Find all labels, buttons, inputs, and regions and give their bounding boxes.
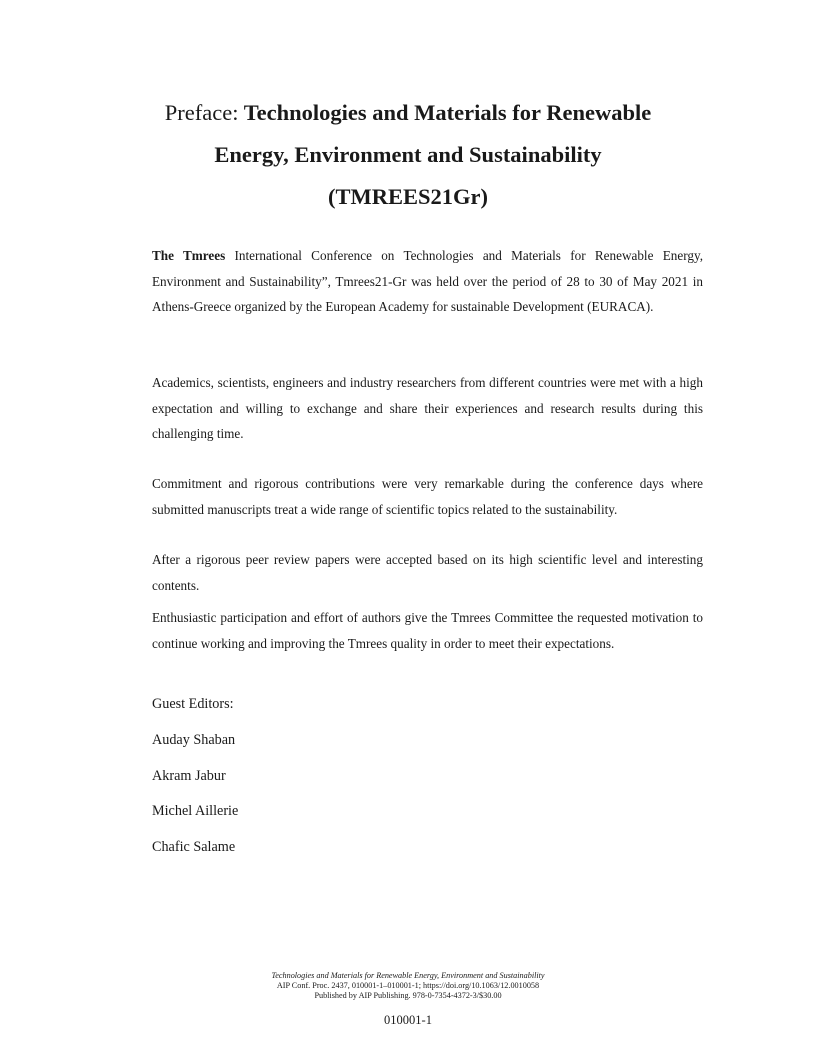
publication-footer: [150, 971, 666, 1002]
title-line-3: (TMREES21Gr): [328, 184, 488, 209]
editor-name: Auday Shaban: [152, 731, 236, 748]
paragraph-commitment: Commitment and rigorous contributions were very remarkable during the conference days where submitted manuscripts treat a wide range of scientific topics related to the sustainability.: [152, 476, 703, 517]
paragraph-intro-text: International Conference on Technologies and Materials for Renewable Energy, Environment and Sustainability”, Tmrees21-Gr was held over the period of 28 to 30 of May 2021 in Athens-Greece organized by the European Academy for sustainable Development (EURACA).: [152, 248, 703, 314]
editor-name: Michel Aillerie: [152, 803, 239, 820]
paragraph-review: After a rigorous peer review papers were accepted based on its high scientific level and interesting contents.: [152, 552, 703, 593]
guest-editors-heading: Guest Editors:: [152, 696, 234, 712]
paragraph-enthusiasm: Enthusiastic participation and effort of authors give the Tmrees Committee the requested motivation to continue working and improving the Tmrees quality in order to meet their expectations.: [152, 610, 703, 651]
footer-journal: Technologies and Materials for Renewable Energy, Environment and Sustainability: [271, 971, 545, 980]
paragraph-intro: [152, 243, 703, 320]
page-number: 010001-1: [384, 1013, 432, 1027]
editor-name: Chafic Salame: [152, 839, 236, 856]
paragraph-intro-bold: The Tmrees: [152, 248, 226, 263]
title-line-2: Energy, Environment and Sustainability: [214, 142, 602, 167]
guest-editors: [152, 692, 238, 871]
footer-citation: AIP Conf. Proc. 2437, 010001-1–010001-1; https://doi.org/10.1063/12.0010058: [276, 981, 540, 991]
title-line-1: Technologies and Materials for Renewable: [243, 100, 652, 125]
paragraph-participants: Academics, scientists, engineers and industry researchers from different countries were met with a high expectation and willing to exchange and share their experiences and research results during this challenging time.: [152, 375, 703, 441]
paper-title: [120, 92, 696, 218]
footer-publisher: Published by AIP Publishing. 978-0-7354-4372-3/$30.00: [314, 991, 502, 1001]
title-lead: Preface:: [164, 100, 239, 125]
editor-name: Akram Jabur: [152, 767, 226, 784]
